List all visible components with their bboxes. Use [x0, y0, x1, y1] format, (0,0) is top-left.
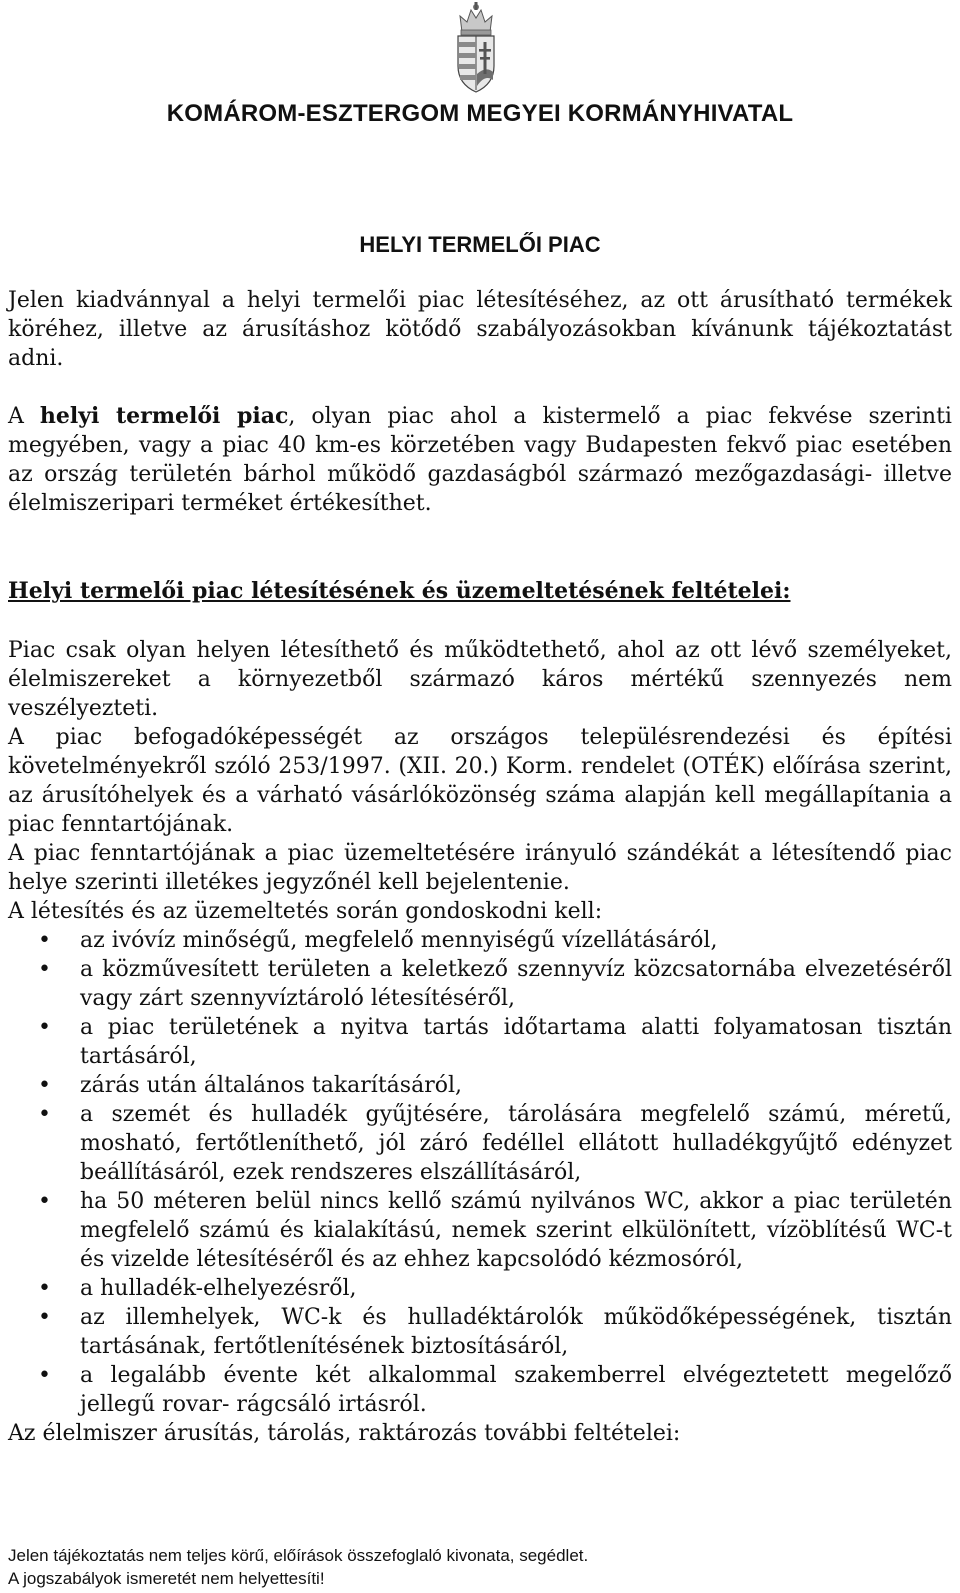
bullet-dot: • [38, 928, 51, 953]
bullet-dot: • [38, 1102, 51, 1127]
list-item [8, 1071, 952, 1100]
list-item [8, 955, 952, 1013]
document-title: HELYI TERMELŐI PIAC [359, 232, 601, 257]
agency-name: KOMÁROM-ESZTERGOM MEGYEI KORMÁNYHIVATAL [166, 100, 794, 127]
footer-line-1: Jelen tájékoztatás nem teljes körű, előírások összefoglaló kivonata, segédlet. [8, 1546, 589, 1565]
paragraph-notification: A piac fenntartójának a piac üzemeltetésére irányuló szándékát a létesítendő piac helye szerinti illetékes jegyzőnél kell bejelentenie. [8, 841, 952, 895]
closing-line: Az élelmiszer árusítás, tárolás, raktározás további feltételei: [8, 1421, 681, 1446]
list-item-text: zárás után általános takarításáról, [80, 1073, 462, 1098]
list-item-text: az ivóvíz minőségű, megfelelő mennyiségű vízellátásáról, [80, 928, 718, 953]
bullet-dot: • [38, 1189, 51, 1214]
footer-line-2: A jogszabályok ismeretét nem helyettesíti! [8, 1569, 325, 1588]
list-item [8, 926, 952, 955]
list-item [8, 1361, 952, 1419]
definition-term: helyi termelői piac [39, 403, 289, 429]
definition-prefix: A [8, 404, 40, 429]
bullet-dot: • [38, 1305, 51, 1330]
bullet-dot: • [38, 957, 51, 982]
main-content [8, 636, 952, 1448]
list-item [8, 1274, 952, 1303]
paragraph-obligations-intro: A létesítés és az üzemeltetés során gondoskodni kell: [8, 899, 603, 924]
list-item-text: a piac területének a nyitva tartás időtartama alatti folyamatosan tisztán tartásáról, [80, 1015, 952, 1069]
section-heading: Helyi termelői piac létesítésének és üzemeltetésének feltételei: [8, 578, 791, 604]
list-item-text: a közművesített területen a keletkező szennyvíz közcsatornába elvezetéséről vagy zárt szennyvíztároló létesítéséről, [80, 957, 952, 1011]
hungarian-coat-of-arms-icon [450, 2, 502, 94]
definition-paragraph [8, 402, 952, 518]
footer-disclaimer [8, 1544, 588, 1590]
list-item [8, 1013, 952, 1071]
paragraph-capacity: A piac befogadóképességét az országos településrendezési és építési követelményekről szóló 253/1997. (XII. 20.) Korm. rendelet (OTÉK) előírása szerint, az árusítóhelyek és a várható vásárlóközönség száma alapján kell megállapítania a piac fenntartójának. [8, 725, 952, 837]
list-item [8, 1100, 952, 1187]
definition-rest: , olyan piac ahol a kistermelő a piac fekvése szerinti megyében, vagy a piac 40 km-es körzetében vagy Budapesten fekvő piac esetében az ország területén bárhol működő gazdaságból származó mezőgazdasági- illetve élelmiszeripari terméket értékesíthet. [8, 404, 952, 516]
obligations-list [8, 926, 952, 1419]
list-item-text: az illemhelyek, WC-k és hulladéktárolók működőképességének, tisztán tartásának, fertőtlenítésének biztosításáról, [80, 1305, 952, 1359]
list-item [8, 1303, 952, 1361]
list-item-text: a hulladék-elhelyezésről, [80, 1276, 357, 1301]
list-item-text: a szemét és hulladék gyűjtésére, tárolására megfelelő számú, méretű, mosható, fertőtleníthető, jól záró fedéllel ellátott hulladékgyűjtő edényzet beállításáról, ezek rendszeres elszállításáról, [80, 1102, 952, 1185]
bullet-dot: • [38, 1015, 51, 1040]
bullet-dot: • [38, 1363, 51, 1388]
list-item [8, 1187, 952, 1274]
bullet-dot: • [38, 1073, 51, 1098]
list-item-text: ha 50 méteren belül nincs kellő számú nyilvános WC, akkor a piac területén megfelelő számú és kialakítású, nemek szerint elkülönített, vízöblítésű WC-t és vizelde létesítéséről és az ehhez kapcsolódó kézmosóról, [80, 1189, 952, 1272]
paragraph-location: Piac csak olyan helyen létesíthető és működtethető, ahol az ott lévő személyeket, élelmiszereket a környezetből származó káros mértékű szennyezés nem veszélyezteti. [8, 638, 952, 721]
intro-paragraph: Jelen kiadvánnyal a helyi termelői piac létesítéséhez, az ott árusítható termékek köréhez, illetve az árusításhoz kötődő szabályozásokban kívánunk tájékoztatást adni. [8, 288, 952, 371]
bullet-dot: • [38, 1276, 51, 1301]
list-item-text: a legalább évente két alkalommal szakemberrel elvégeztetett megelőző jellegű rovar- rágcsáló irtásról. [80, 1363, 952, 1417]
